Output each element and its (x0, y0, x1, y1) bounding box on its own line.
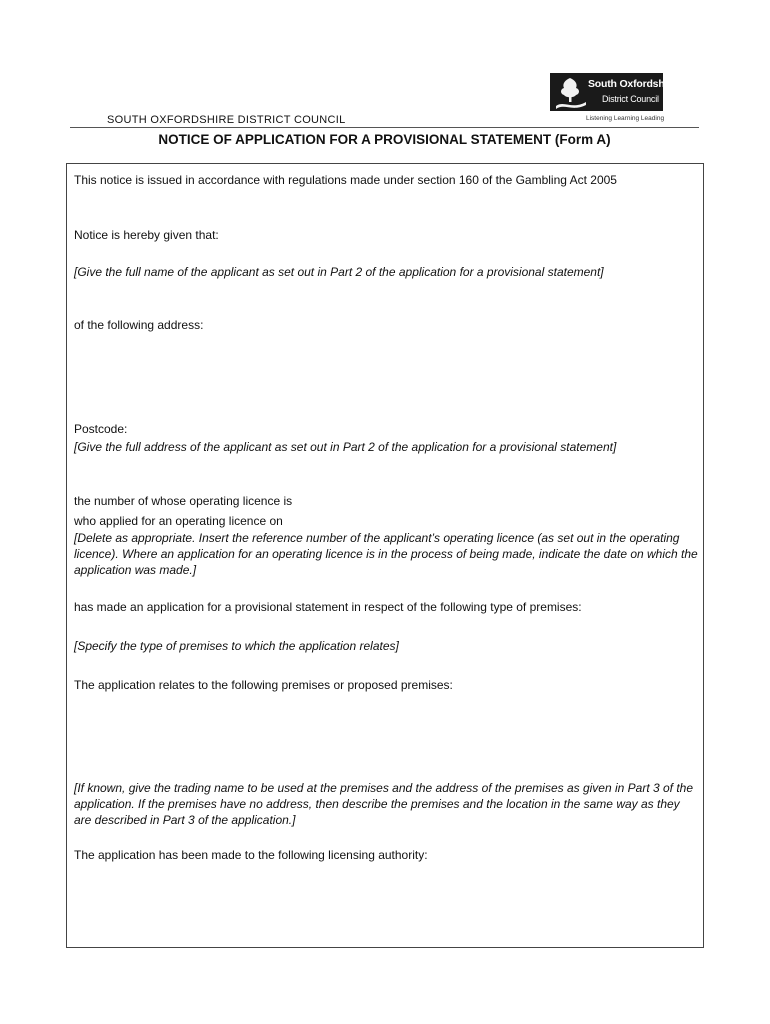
postcode-label: Postcode: (74, 422, 128, 436)
premises-label: The application relates to the following premises or proposed premises: (74, 678, 453, 692)
notice-given-text: Notice is hereby given that: (74, 228, 219, 242)
applied-label: who applied for an operating licence on (74, 514, 283, 528)
council-logo (548, 73, 677, 125)
logo-strapline: Listening Learning Leading (586, 115, 665, 122)
logo-name-line1: South Oxfordshire (588, 78, 677, 90)
application-made-text: has made an application for a provisional statement in respect of the following type of premises: (74, 600, 582, 614)
address-label: of the following address: (74, 318, 204, 332)
header-rule (70, 127, 699, 128)
delete-instruction: [Delete as appropriate. Insert the reference number of the applicant’s operating licence (as set out in the operating licence). Where an application for an operating licence is in the process of being made, indicate the date on which the application was made.] (74, 531, 698, 577)
intro-text: This notice is issued in accordance with regulations made under section 160 of the Gambling Act 2005 (74, 173, 617, 187)
council-name: SOUTH OXFORDSHIRE DISTRICT COUNCIL (107, 114, 346, 126)
authority-label: The application has been made to the following licensing authority: (74, 848, 428, 862)
logo-box (550, 73, 677, 111)
form-title: NOTICE OF APPLICATION FOR A PROVISIONAL STATEMENT (Form A) (158, 132, 611, 147)
address-instruction: [Give the full address of the applicant as set out in Part 2 of the application for a provisional statement] (74, 440, 617, 454)
trading-name-instruction: [If known, give the trading name to be used at the premises and the address of the premises as given in Part 3 of the application. If the premises have no address, then describe the premises and the location in the same way as they are described in Part 3 of the application.] (74, 781, 694, 827)
premises-type-instruction: [Specify the type of premises to which the application relates] (74, 639, 399, 653)
licence-number-label: the number of whose operating licence is (74, 494, 293, 508)
logo-name-line2: District Council (602, 94, 659, 104)
tree-icon (556, 76, 586, 110)
applicant-name-instruction: [Give the full name of the applicant as set out in Part 2 of the application for a provisional statement] (74, 265, 604, 279)
